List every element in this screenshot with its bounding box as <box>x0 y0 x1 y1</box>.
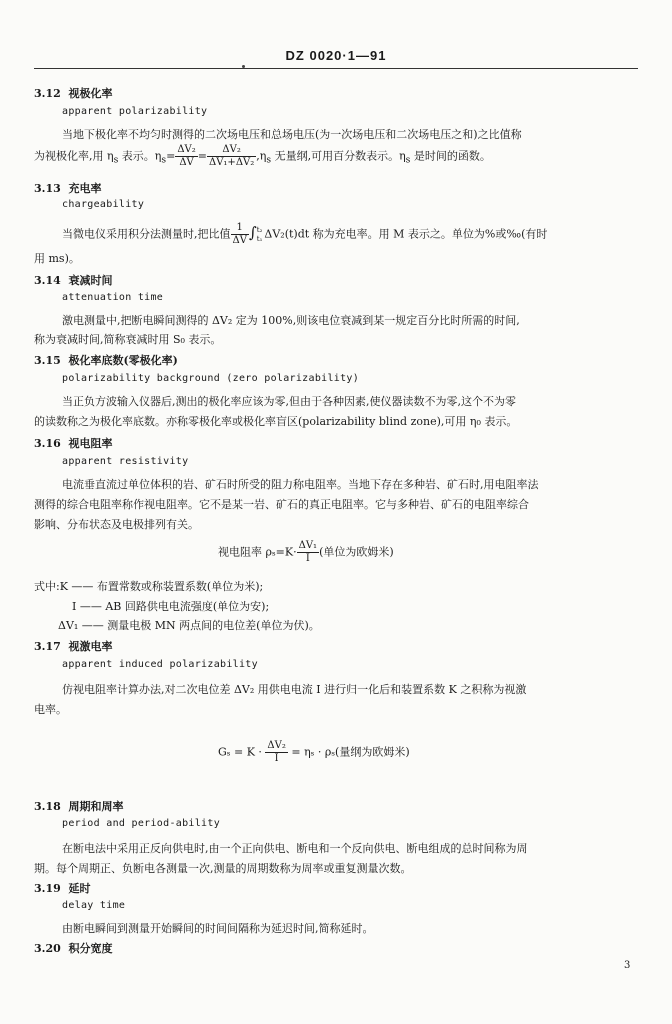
section-3-15-para-2: 的读数称之为极化率底数。亦称零极化率或极化率盲区(polarizability blind zone),可用 η₀ 表示。 <box>34 415 518 428</box>
section-3-13-para-1: 当微电仪采用积分法测量时,把比值 $\frac{1}{\Delta V}$ ∫ t₂ t₁ ΔV₂(t)dt 称为充电率。用 M 表示之。单位为%或‰(有时 <box>62 222 548 246</box>
section-3-20-heading: 3.20 积分宽度 <box>34 942 113 955</box>
section-3-12-para-2: 为视极化率,用 $\eta_s$ 表示。$\eta_s=$ $\frac{\text{ΔV₂}}{\Delta V}$ = $\frac{\text{ΔV₂}}{\text{ΔV₁+ΔV₂}}$ $,\eta_s$ 无量纲,可用百分数表示。$\eta_s$ 是时间的函数。 <box>34 144 491 168</box>
section-3-18-para-2: 期。每个周期正、负断电各测量一次,测量的周期数称为周率或重复测量次数。 <box>34 862 412 875</box>
section-3-17-english: apparent induced polarizability <box>62 659 258 670</box>
header-rule <box>34 68 638 69</box>
fraction-2: $\frac{\text{ΔV₂}}{\text{ΔV₁+ΔV₂}}$ <box>208 144 255 168</box>
resistivity-equation: 视电阻率 ρₛ=K· $\frac{\text{ΔV₁}}{I}$ (单位为欧姆米) <box>218 540 394 564</box>
where-item-3: ΔV₁ —— 测量电极 MN 两点间的电位差(单位为伏)。 <box>58 619 320 632</box>
fraction-3: $\frac{1}{\Delta V}$ <box>232 222 247 246</box>
section-3-14-para-1: 激电测量中,把断电瞬间测得的 ΔV₂ 定为 100%,则该电位衰减到某一规定百分比时所需的时间, <box>62 314 520 327</box>
section-3-12-para-1: 当地下极化率不均匀时测得的二次场电压和总场电压(为一次场电压和二次场电压之和)之比值称 <box>62 128 522 141</box>
section-3-14-english: attenuation time <box>62 292 164 303</box>
section-3-18-para-1: 在断电法中采用正反向供电时,由一个正向供电、断电和一个反向供电、断电组成的总时间称为周 <box>62 842 528 855</box>
section-3-14-heading: 3.14 衰减时间 <box>34 274 113 287</box>
induced-polarizability-equation: Gₛ = K · $\frac{\text{ΔV₂}}{I}$ = ηₛ · ρₛ(量纲为欧姆米) <box>218 740 410 764</box>
standard-header: DZ 0020·1—91 <box>285 48 387 63</box>
section-3-16-para-1: 电流垂直流过单位体积的岩、矿石时所受的阻力称电阻率。当地下存在多种岩、矿石时,用电阻率法 <box>62 478 539 491</box>
fraction-1: $\frac{\text{ΔV₂}}{\Delta V}$ <box>177 144 196 168</box>
section-3-17-heading: 3.17 视激电率 <box>34 640 113 653</box>
section-3-19-para-1: 由断电瞬间到测量开始瞬间的时间间隔称为延迟时间,简称延时。 <box>62 922 374 935</box>
fraction-5: $\frac{\text{ΔV₂}}{I}$ <box>267 740 286 764</box>
section-3-19-heading: 3.19 延时 <box>34 882 91 895</box>
section-3-12-english: apparent polarizability <box>62 106 208 117</box>
section-3-15-heading: 3.15 极化率底数(零极化率) <box>34 354 178 367</box>
section-3-17-para-1: 仿视电阻率计算办法,对二次电位差 ΔV₂ 用供电电流 I 进行归一化后和装置系数 K 之积称为视激 <box>62 683 527 696</box>
section-3-18-heading: 3.18 周期和周率 <box>34 800 124 813</box>
section-3-13-heading: 3.13 充电率 <box>34 182 102 195</box>
section-3-12-heading: 3.12 视极化率 <box>34 87 113 100</box>
page-number: 3 <box>624 960 631 971</box>
section-3-19-english: delay time <box>62 900 126 911</box>
section-3-17-para-2: 电率。 <box>34 703 67 716</box>
section-3-16-para-2: 测得的综合电阻率称作视电阻率。它不是某一岩、矿石的真正电阻率。它与多种岩、矿石的电阻率综合 <box>34 498 529 511</box>
section-3-16-english: apparent resistivity <box>62 456 189 467</box>
where-item-1: 式中:K —— 布置常数或称装置系数(单位为米); <box>34 580 264 593</box>
section-3-15-para-1: 当正负方波输入仪器后,测出的极化率应该为零,但由于各种因素,使仪器读数不为零,这个不为零 <box>62 395 516 408</box>
section-3-15-english: polarizability background (zero polarizability) <box>62 373 360 384</box>
section-3-16-para-3: 影响、分布状态及电极排列有关。 <box>34 518 199 531</box>
section-3-16-heading: 3.16 视电阻率 <box>34 437 113 450</box>
fraction-4: $\frac{\text{ΔV₁}}{I}$ <box>298 540 318 564</box>
section-3-13-para-2: 用 ms)。 <box>34 252 80 265</box>
where-item-2: I —— AB 回路供电电流强度(单位为安); <box>72 600 270 613</box>
section-3-18-english: period and period-ability <box>62 818 221 829</box>
section-3-14-para-2: 称为衰减时间,简称衰减时用 S₀ 表示。 <box>34 333 222 346</box>
section-3-13-english: chargeability <box>62 199 145 210</box>
